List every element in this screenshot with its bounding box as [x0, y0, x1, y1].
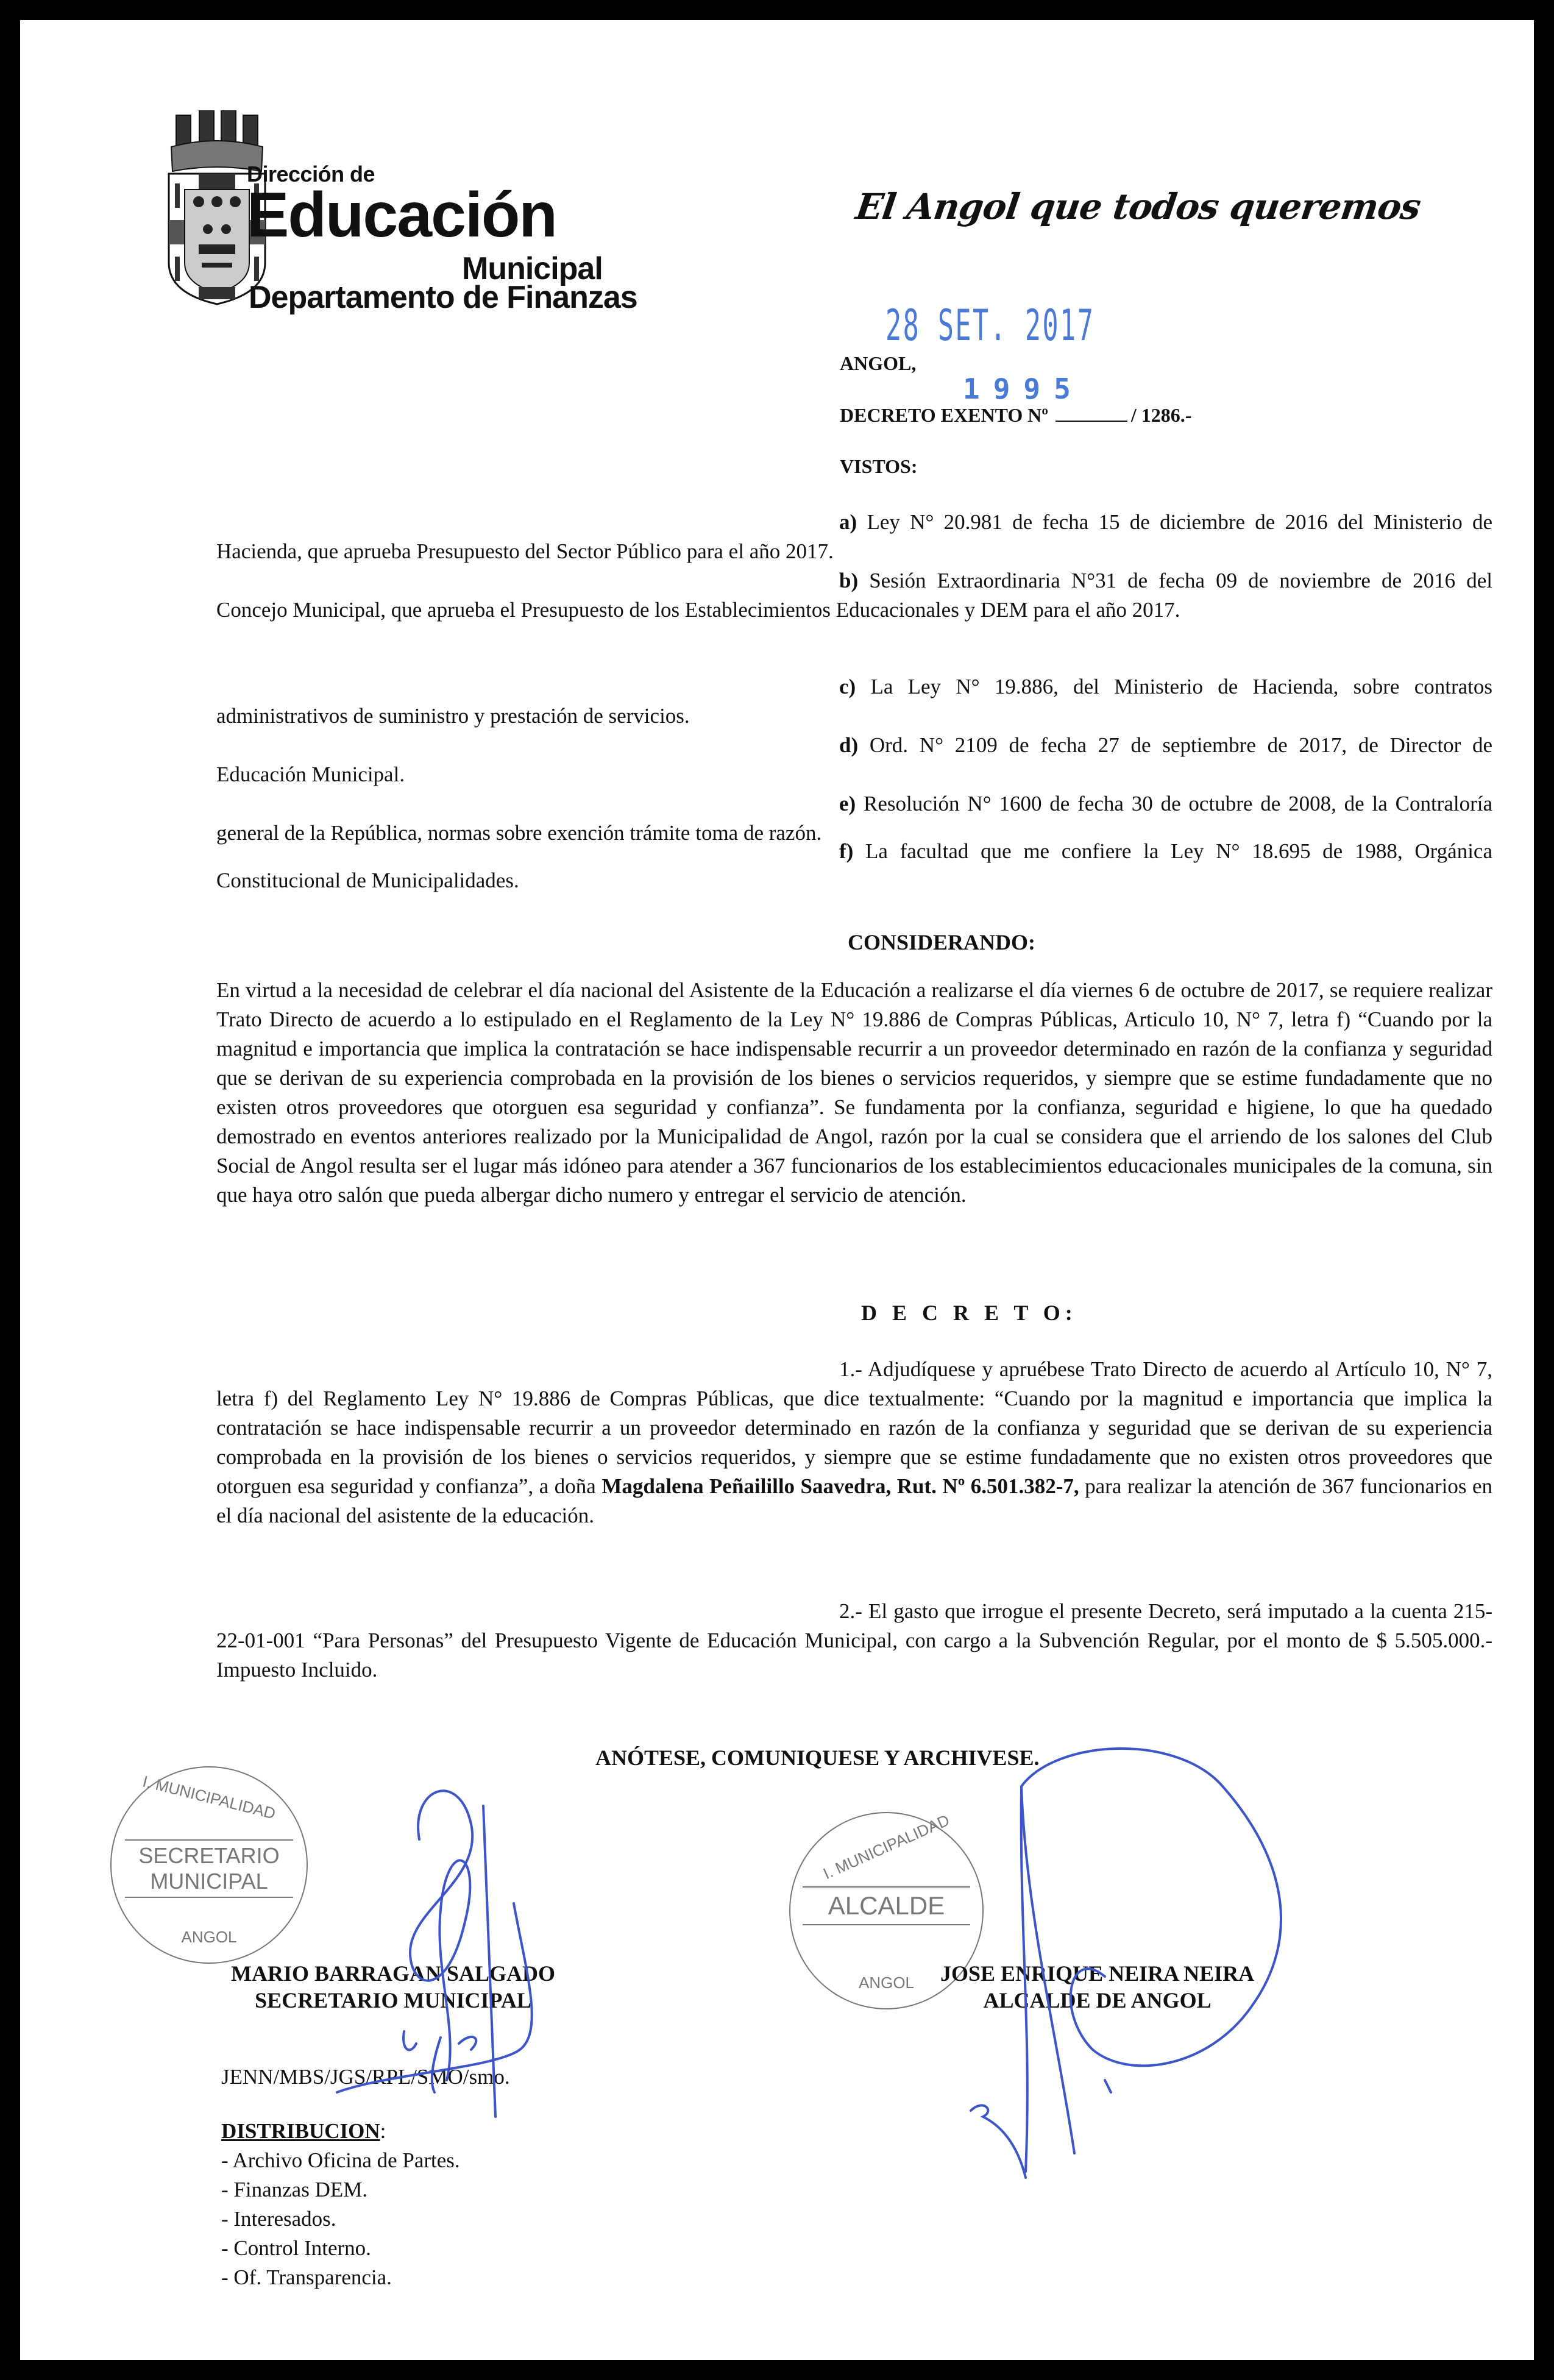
header-direccion-de: Dirección de	[247, 162, 375, 186]
distribution-item: - Interesados.	[221, 2207, 336, 2231]
distribution-list: DISTRIBUCION: - Archivo Oficina de Partes. - Finanzas DEM. - Interesados. - Control Interno. - Of. Transparencia.	[221, 2117, 460, 2292]
secretario-signature-flourish	[403, 2031, 476, 2092]
item-letter: d)	[839, 733, 859, 757]
item-letter: a)	[839, 510, 857, 534]
alcalde-signature-stroke	[1021, 1749, 1281, 2066]
item-text: Ley N° 20.981 de fecha 15 de diciembre de 2016 del Ministerio de Hacienda, que aprueba Presupuesto del Sector Público para el año 2017.	[216, 510, 1493, 563]
seal-top-text: I. MUNICIPALIDAD	[820, 1810, 953, 1883]
signer-title: SECRETARIO MUNICIPAL	[255, 1988, 531, 2012]
item-letter: c)	[839, 675, 856, 698]
decree-label: DECRETO EXENTO Nº	[840, 404, 1048, 426]
alcalde-signature-stroke	[971, 2080, 1111, 2178]
item-text: La facultad que me confiere la Ley N° 18.695 de 1988, Orgánica Constitucional de Municipalidades.	[216, 839, 1492, 892]
handwritten-signatures	[20, 20, 1534, 2360]
item-letter: b)	[839, 569, 859, 592]
document-page	[20, 20, 1534, 2360]
distribution-item: - Archivo Oficina de Partes.	[221, 2148, 460, 2172]
considerando-text: En virtud a la necesidad de celebrar el día nacional del Asistente de la Educación a realizarse el día viernes 6 de octubre de 2017, se requiere realizar Trato Directo de acuerdo a lo estipulado en el Reglamento de la Ley N° 19.886 de Compras Públicas, Articulo 10, N° 7, letra f) “Cuando por la magnitud e importancia que implica la contratación se hace indispensable recurrir a un proveedor determinado en razón de la confianza y seguridad que se derivan de su experiencia comprobada en la provisión de los bienes o servicios requeridos, y siempre que se estime fundadamente que no existen otros proveedores que otorguen esa seguridad y confianza”. Se fundamenta por la confianza, seguridad e higiene, lo que ha quedado demostrado en eventos anteriores realizado por la Municipalidad de Angol, razón por la cual se considera que el arriendo de los salones del Club Social de Angol resulta ser el lugar más idóneo para atender a 367 funcionarios de los establecimientos educacionales municipales de la comuna, sin que haya otro salón que pueda albergar dicho numero y entregar el servicio de atención.	[216, 978, 1492, 1207]
header-educacion: Educación	[247, 180, 556, 250]
seal-top-text: I. MUNICIPALIDAD	[141, 1772, 278, 1823]
item-letter: f)	[839, 839, 854, 863]
seal-bottom-text: ANGOL	[181, 1928, 237, 1946]
signer-name: JOSE ENRIQUE NEIRA NEIRA	[940, 1961, 1255, 1986]
item-text: Adjudíquese y apruébese Trato Directo de acuerdo al Artículo 10, N° 7, letra f) del Reglamento Ley N° 19.886 de Compras Públicas, que dice textualmente: “Cuando por la magnitud e importancia que implica la contratación se hace indispensable recurrir a un proveedor determinado en razón de la confianza y seguridad que se derivan de su experiencia comprobada en la provisión de los bienes o servicios requeridos, y siempre que se estime fundadamente que no existen otros proveedores que otorguen esa seguridad y confianza”, a doña	[216, 1357, 1492, 1498]
item-text: Sesión Extraordinaria N°31 de fecha 09 de noviembre de 2016 del Concejo Municipal, que aprueba el Presupuesto de los Establecimientos Educacionales y DEM para el año 2017.	[216, 569, 1492, 622]
header-departamento-finanzas: Departamento de Finanzas	[249, 280, 637, 315]
date-stamp: 28 SET. 2017	[885, 300, 1095, 350]
seal-bottom-text: ANGOL	[858, 1973, 915, 1992]
alcalde-signature-stroke	[1021, 1786, 1074, 2172]
distribution-heading: DISTRIBUCION	[221, 2119, 380, 2143]
decree-number-stamp: 1995	[963, 372, 1084, 405]
item-text: Ord. N° 2109 de fecha 27 de septiembre de 2017, de Director de Educación Municipal.	[216, 733, 1493, 786]
item-letter: e)	[839, 792, 856, 815]
distribution-item: - Control Interno.	[221, 2236, 371, 2260]
signer-title: ALCALDE DE ANGOL	[983, 1988, 1212, 2012]
distribution-item: - Of. Transparencia.	[221, 2265, 392, 2289]
item-text: para realizar la atención de 367 funcionarios en el día nacional del asistente de la educación.	[216, 1474, 1492, 1527]
item-number: 1.-	[839, 1357, 862, 1381]
seal-center-text: ALCALDE	[803, 1886, 970, 1925]
signer-name: MARIO BARRAGAN SALGADO	[231, 1961, 556, 1986]
item-number: 2.-	[839, 1599, 862, 1623]
motto: El Angol que todos queremos	[853, 186, 1424, 227]
vistos-heading: VISTOS:	[840, 455, 918, 477]
responsibility-initials: JENN/MBS/JGS/RPL/SMO/smo.	[221, 2065, 510, 2089]
secretario-signature-stroke	[483, 1806, 495, 2117]
distribution-item: - Finanzas DEM.	[221, 2178, 368, 2201]
header-municipal: Municipal	[462, 251, 603, 286]
beneficiary-name: Magdalena Peñailillo Saavedra, Rut. Nº 6.501.382-7,	[601, 1474, 1079, 1498]
decreto-heading: D E C R E T O:	[861, 1301, 1077, 1325]
item-text: El gasto que irrogue el presente Decreto, será imputado a la cuenta 215-22-01-001 “Para Personas” del Presupuesto Vigente de Educación Municipal, con cargo a la Subvención Regular, por el monto de $ 5.505.000.- Impuesto Incluido.	[216, 1599, 1493, 1682]
considerando-heading: CONSIDERANDO:	[848, 930, 1036, 954]
item-text: Resolución N° 1600 de fecha 30 de octubre de 2008, de la Contraloría general de la República, normas sobre exención trámite toma de razón.	[216, 792, 1493, 845]
city-label: ANGOL,	[840, 352, 917, 374]
seal-center-text: SECRETARIO MUNICIPAL	[125, 1839, 293, 1898]
item-text: La Ley N° 19.886, del Ministerio de Hacienda, sobre contratos administrativos de suministro y prestación de servicios.	[216, 675, 1493, 728]
closing-formula: ANÓTESE, COMUNIQUESE Y ARCHIVESE.	[595, 1746, 1040, 1770]
decree-suffix: / 1286.-	[1130, 404, 1192, 426]
